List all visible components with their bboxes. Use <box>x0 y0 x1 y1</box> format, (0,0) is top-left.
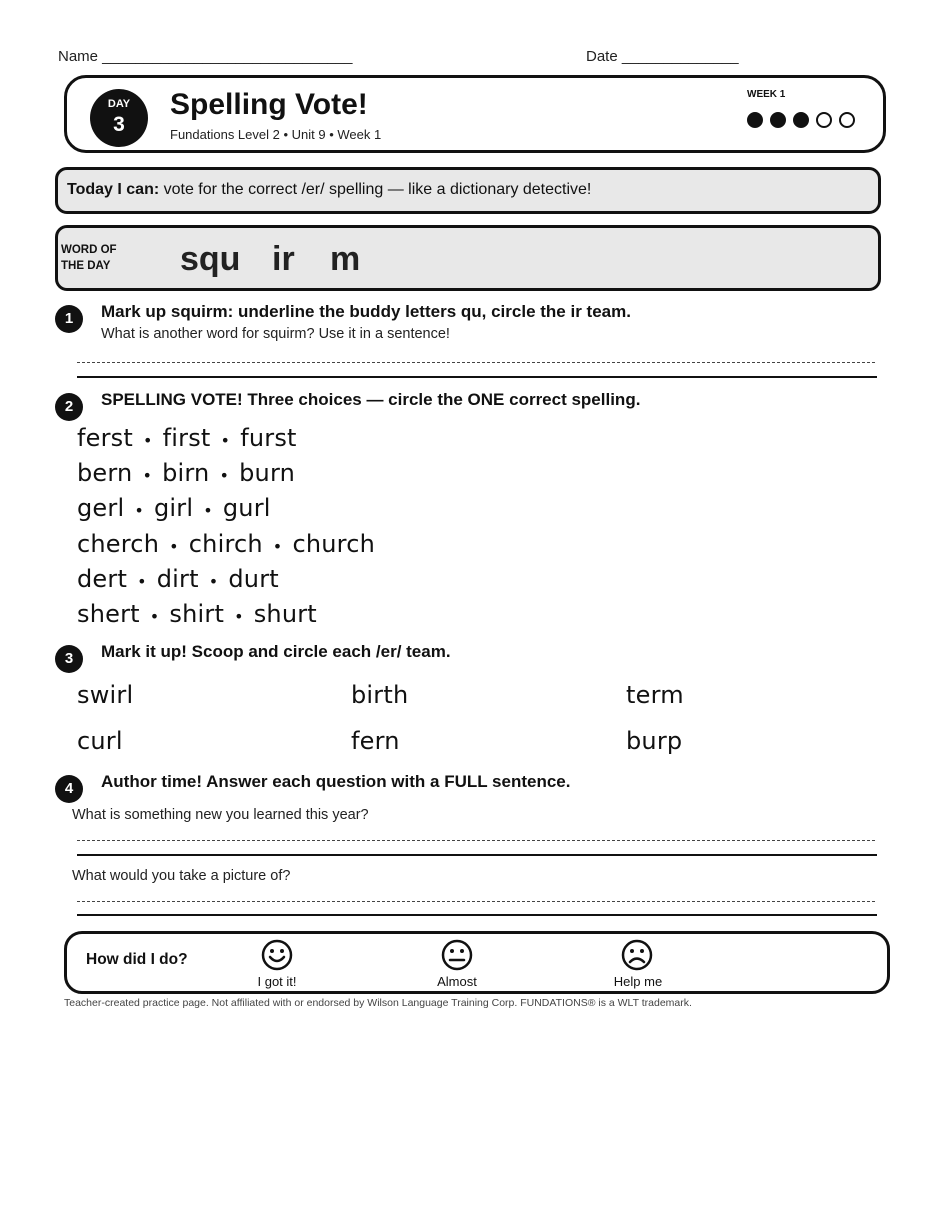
section-1-subtitle: What is another word for squirm? Use it in a sentence! <box>101 326 450 342</box>
vote-row <box>77 424 297 452</box>
section-1-number: 1 <box>55 305 83 333</box>
answer-2-line-dashed[interactable] <box>77 901 875 902</box>
spelling-choice[interactable]: ferst <box>77 424 133 452</box>
team-word-4[interactable]: curl <box>77 727 123 755</box>
separator-dot: • <box>149 607 160 626</box>
spelling-choice[interactable]: shurt <box>253 600 317 628</box>
question-2: What would you take a picture of? <box>72 868 291 884</box>
separator-dot: • <box>143 431 153 450</box>
name-field[interactable]: Name ______________________________ <box>58 48 353 65</box>
spelling-choice[interactable]: gurl <box>222 494 271 523</box>
neutral-face-icon[interactable] <box>441 939 473 971</box>
spelling-choice[interactable]: church <box>292 529 376 558</box>
writing-line-dashed[interactable] <box>77 362 875 363</box>
option-label-got-it: I got it! <box>257 974 297 989</box>
team-word-1[interactable]: swirl <box>77 681 134 709</box>
today-text: vote for the correct /er/ spelling — like a dictionary detective! <box>159 181 592 198</box>
self-assessment-question: How did I do? <box>86 951 188 968</box>
separator-dot: • <box>219 466 230 486</box>
section-4-number: 4 <box>55 775 83 803</box>
separator-dot: • <box>234 607 244 626</box>
day-label: DAY <box>107 98 131 110</box>
separator-dot: • <box>169 536 179 556</box>
spelling-choice[interactable]: bern <box>77 459 133 488</box>
spelling-choice[interactable]: birn <box>162 459 210 488</box>
week-progress-dot <box>839 112 855 128</box>
spelling-choice[interactable]: first <box>162 424 211 452</box>
team-word-2[interactable]: birth <box>351 681 409 709</box>
question-1: What is something new you learned this year? <box>72 807 369 823</box>
separator-dot: • <box>134 501 144 521</box>
spelling-choice[interactable]: dirt <box>156 564 199 593</box>
answer-1-line-dashed[interactable] <box>77 840 875 841</box>
vote-row <box>77 600 317 628</box>
option-label-almost: Almost <box>437 974 477 989</box>
week-progress-dot <box>816 112 832 128</box>
spelling-choice[interactable]: durt <box>228 564 279 593</box>
answer-1-line-base <box>77 854 877 856</box>
today-lead: Today I can: <box>67 181 160 198</box>
spelling-choice[interactable]: shert <box>77 600 140 628</box>
separator-dot: • <box>220 431 231 450</box>
word-of-day-label <box>61 242 117 274</box>
vote-row <box>77 459 295 487</box>
week-progress-dot <box>747 112 763 128</box>
word-of-day-label-line2: THE DAY <box>61 260 111 272</box>
date-field[interactable]: Date ______________ <box>586 48 739 65</box>
vote-row <box>77 530 375 558</box>
writing-line-base <box>77 376 877 378</box>
spelling-choice[interactable]: furst <box>240 424 297 452</box>
section-1-title: Mark up squirm: underline the buddy letters qu, circle the ir team. <box>101 302 631 321</box>
spelling-choice[interactable]: shirt <box>169 600 225 628</box>
option-label-help-me: Help me <box>613 974 663 989</box>
day-number: 3 <box>113 113 125 136</box>
section-4-title: Author time! Answer each question with a FULL sentence. <box>101 772 571 791</box>
spelling-choice[interactable]: burn <box>239 459 296 488</box>
spelling-choice[interactable]: dert <box>77 564 128 593</box>
section-2-number: 2 <box>55 393 83 421</box>
separator-dot: • <box>203 501 213 521</box>
team-word-3[interactable]: term <box>626 681 684 709</box>
footer-disclaimer: Teacher-created practice page. Not affiliated with or endorsed by Wilson Language Training Corp. FUNDATIONS® is a WLT trademark. <box>64 997 692 1009</box>
word-of-day-label-line1: WORD OF <box>61 244 117 256</box>
team-word-6[interactable]: burp <box>626 727 683 755</box>
week-progress-dot <box>770 112 786 128</box>
page-title: Spelling Vote! <box>170 88 368 121</box>
section-2-title: SPELLING VOTE! Three choices — circle the ONE correct spelling. <box>101 390 641 409</box>
section-3-number: 3 <box>55 645 83 673</box>
happy-face-icon[interactable] <box>261 939 293 971</box>
separator-dot: • <box>208 571 219 591</box>
week-label: WEEK 1 <box>747 89 786 100</box>
word-part-1: squ <box>180 240 241 278</box>
section-3-title: Mark it up! Scoop and circle each /er/ team. <box>101 642 451 661</box>
day-badge <box>90 89 148 147</box>
today-statement <box>67 181 591 199</box>
team-word-5[interactable]: fern <box>351 727 400 755</box>
spelling-choice[interactable]: gerl <box>77 494 125 523</box>
answer-2-line-base <box>77 914 877 916</box>
separator-dot: • <box>272 536 283 556</box>
page-subtitle: Fundations Level 2 • Unit 9 • Week 1 <box>170 127 382 142</box>
word-of-day-box <box>55 225 881 291</box>
spelling-choice[interactable]: girl <box>153 494 194 523</box>
separator-dot: • <box>142 466 153 486</box>
word-part-3: m <box>330 240 361 278</box>
word-part-2: ir <box>272 240 295 278</box>
separator-dot: • <box>137 571 147 591</box>
vote-row <box>77 565 279 593</box>
vote-row <box>77 494 271 522</box>
spelling-choice[interactable]: cherch <box>77 529 160 558</box>
sad-face-icon[interactable] <box>621 939 653 971</box>
week-progress-dot <box>793 112 809 128</box>
spelling-choice[interactable]: chirch <box>188 529 263 558</box>
